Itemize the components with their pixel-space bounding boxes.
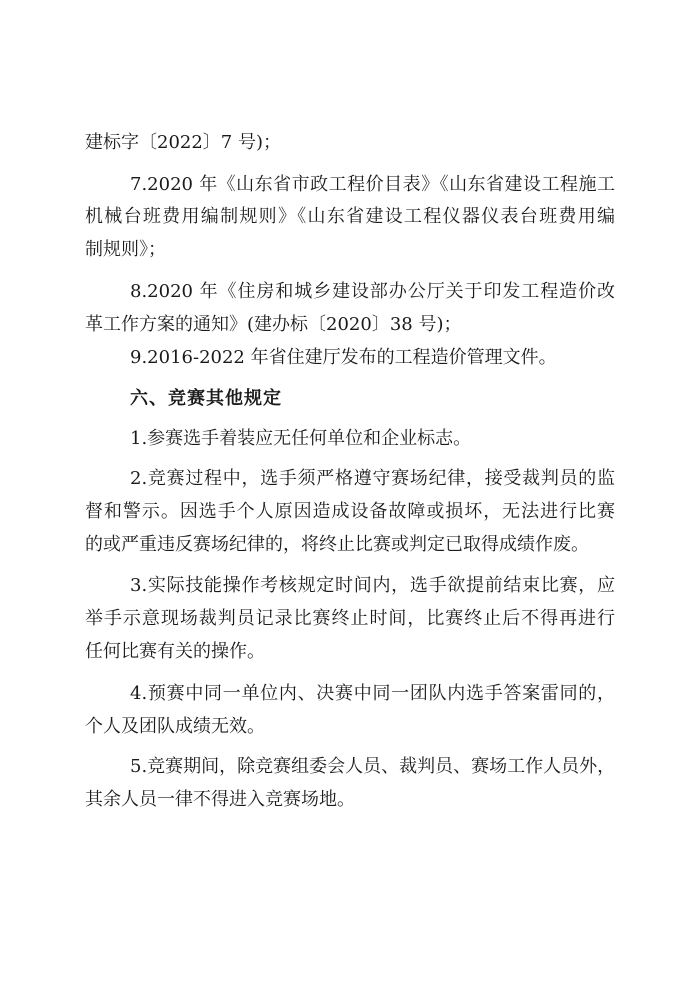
text-line: 机械台班费用编制规则》《山东省建设工程仪器仪表台班费用编 [85, 206, 615, 227]
text-line: 个人及团队成绩无效。 [85, 716, 265, 737]
text-line: 8.2020 年《住房和城乡建设部办公厅关于印发工程造价改 [130, 281, 615, 302]
text-line: 其余人员一律不得进入竞赛场地。 [85, 789, 355, 810]
text-line: 革工作方案的通知》(建办标〔2020〕38 号)； [85, 314, 462, 335]
text-line: 3.实际技能操作考核规定时间内，选手欲提前结束比赛，应 [130, 575, 615, 596]
text-line: 7.2020 年《山东省市政工程价目表》《山东省建设工程施工 [130, 174, 615, 195]
text-line: 1.参赛选手着装应无任何单位和企业标志。 [130, 428, 472, 449]
text-line: 5.竞赛期间，除竞赛组委会人员、裁判员、赛场工作人员外， [130, 756, 616, 777]
text-line: 制规则》； [85, 239, 166, 260]
text-line: 建标字〔2022〕7 号)； [85, 132, 282, 153]
section-heading: 六、竞赛其他规定 [130, 388, 282, 409]
text-line: 的或严重违反赛场纪律的，将终止比赛或判定已取得成绩作废。 [85, 534, 589, 555]
text-line: 2.竞赛过程中，选手须严格遵守赛场纪律，接受裁判员的监 [130, 468, 615, 489]
text-line: 举手示意现场裁判员记录比赛终止时间，比赛终止后不得再进行 [85, 608, 615, 629]
text-line: 督和警示。因选手个人原因造成设备故障或损坏，无法进行比赛 [85, 501, 615, 522]
text-line: 4.预赛中同一单位内、决赛中同一团队内选手答案雷同的， [130, 683, 615, 704]
text-line: 任何比赛有关的操作。 [85, 641, 265, 662]
text-line: 9.2016-2022 年省住建厅发布的工程造价管理文件。 [130, 347, 557, 368]
